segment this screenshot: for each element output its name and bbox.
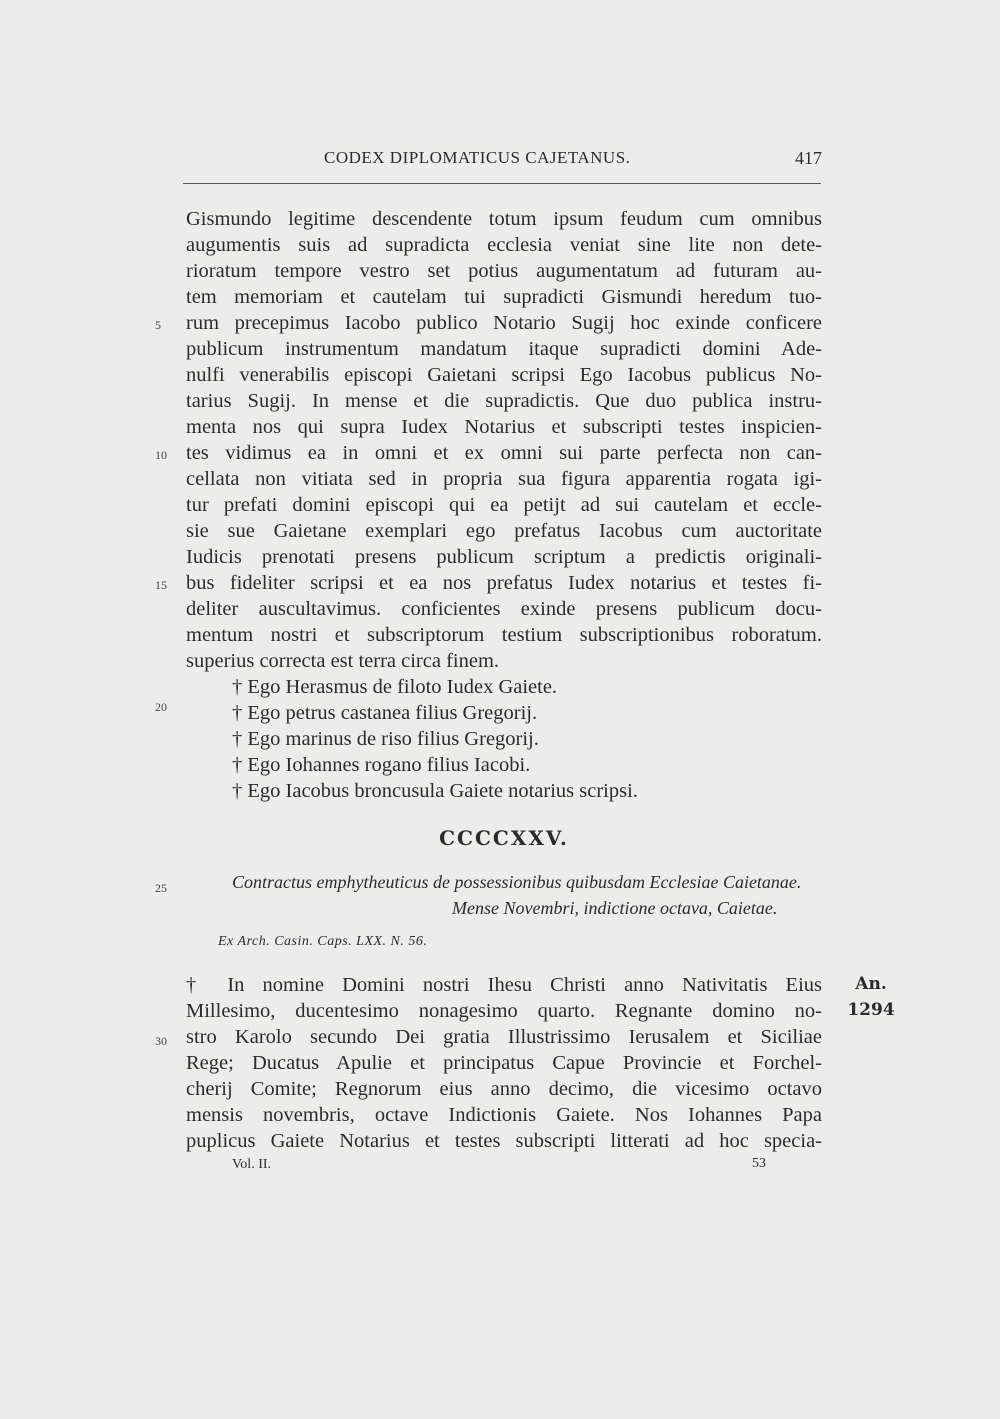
line-number: 30 xyxy=(155,1034,167,1048)
document-text-line: puplicus Gaiete Notarius et testes subscripti litterati ad hoc specia- xyxy=(186,1130,822,1152)
document-summary: Contractus emphytheuticus de possessionibus quibusdam Ecclesiae Caietanae. xyxy=(232,872,802,892)
signature-mark: 53 xyxy=(752,1156,766,1171)
document-number: CCCCXXV. xyxy=(439,826,569,850)
document-text-line: mensis novembris, octave Indictionis Gaiete. Nos Iohannes Papa xyxy=(186,1104,822,1126)
body-line: rum precepimus Iacobo publico Notario Sugij hoc exinde conficere xyxy=(186,312,822,334)
body-line: augumentis suis ad supradicta ecclesia veniat sine lite non dete- xyxy=(186,234,822,256)
document-text-line: Millesimo, ducentesimo nonagesimo quarto. Regnante domino no- xyxy=(186,1000,822,1022)
body-line: superius correcta est terra circa finem. xyxy=(186,650,500,672)
line-number: 15 xyxy=(155,578,167,592)
document-text-line: Rege; Ducatus Apulie et principatus Capue Provincie et Forchel- xyxy=(186,1052,822,1074)
volume-mark: Vol. II. xyxy=(232,1157,272,1172)
body-line: rioratum tempore vestro set potius augumentatum ad futuram au- xyxy=(186,260,822,282)
body-line: Gismundo legitime descendente totum ipsum feudum cum omnibus xyxy=(186,208,822,230)
page-header xyxy=(186,148,822,172)
line-number: 5 xyxy=(155,318,161,332)
body-line: sie sue Gaietane exemplari ego prefatus Iacobus cum auctoritate xyxy=(186,520,822,542)
header-rule xyxy=(183,183,821,184)
body-line: tem memoriam et cautelam tui supradicti Gismundi heredum tuo- xyxy=(186,286,822,308)
line-number: 20 xyxy=(155,700,167,714)
running-title: CODEX DIPLOMATICUS CAJETANUS. xyxy=(324,148,631,167)
body-line: Iudicis prenotati presens publicum scriptum a predictis originali- xyxy=(186,546,822,568)
page-number: 417 xyxy=(795,148,822,168)
body-line: publicum instrumentum mandatum itaque supradicti domini Ade- xyxy=(186,338,822,360)
body-line: tur prefati domini episcopi qui ea petijt ad sui cautelam et eccle- xyxy=(186,494,822,516)
margin-year-label: An. xyxy=(855,974,887,994)
signature-line: † Ego Iacobus broncusula Gaiete notarius scripsi. xyxy=(232,780,638,802)
document-text-line: † In nomine Domini nostri Ihesu Christi anno Nativitatis Eius xyxy=(186,974,822,996)
document-text-line: stro Karolo secundo Dei gratia Illustrissimo Ierusalem et Siciliae xyxy=(186,1026,822,1048)
signature-line: † Ego Iohannes rogano filius Iacobi. xyxy=(232,754,531,776)
signature-line: † Ego petrus castanea filius Gregorij. xyxy=(232,702,538,724)
line-number: 25 xyxy=(155,881,167,895)
body-line: nulfi venerabilis episcopi Gaietani scripsi Ego Iacobus publicus No- xyxy=(186,364,822,386)
body-line: tarius Sugij. In mense et die supradictis. Que duo publica instru- xyxy=(186,390,822,412)
margin-year: 1294 xyxy=(847,1000,895,1020)
body-line: cellata non vitiata sed in propria sua figura apparentia rogata igi- xyxy=(186,468,822,490)
body-line: mentum nostri et subscriptorum testium subscriptionibus roboratum. xyxy=(186,624,822,646)
body-line: menta nos qui supra Iudex Notarius et subscripti testes inspicien- xyxy=(186,416,822,438)
source-reference: Ex Arch. Casin. Caps. LXX. N. 56. xyxy=(218,934,428,949)
body-line: deliter auscultavimus. conficientes exinde presens publicum docu- xyxy=(186,598,822,620)
line-number: 10 xyxy=(155,448,167,462)
body-line: tes vidimus ea in omni et ex omni sui parte perfecta non can- xyxy=(186,442,822,464)
body-line: bus fideliter scripsi et ea nos prefatus Iudex notarius et testes fi- xyxy=(186,572,822,594)
signature-line: † Ego Herasmus de filoto Iudex Gaiete. xyxy=(232,676,558,698)
document-text-line: cherij Comite; Regnorum eius anno decimo, die vicesimo octavo xyxy=(186,1078,822,1100)
signature-line: † Ego marinus de riso filius Gregorij. xyxy=(232,728,539,750)
document-date-place: Mense Novembri, indictione octava, Caietae. xyxy=(452,898,778,918)
